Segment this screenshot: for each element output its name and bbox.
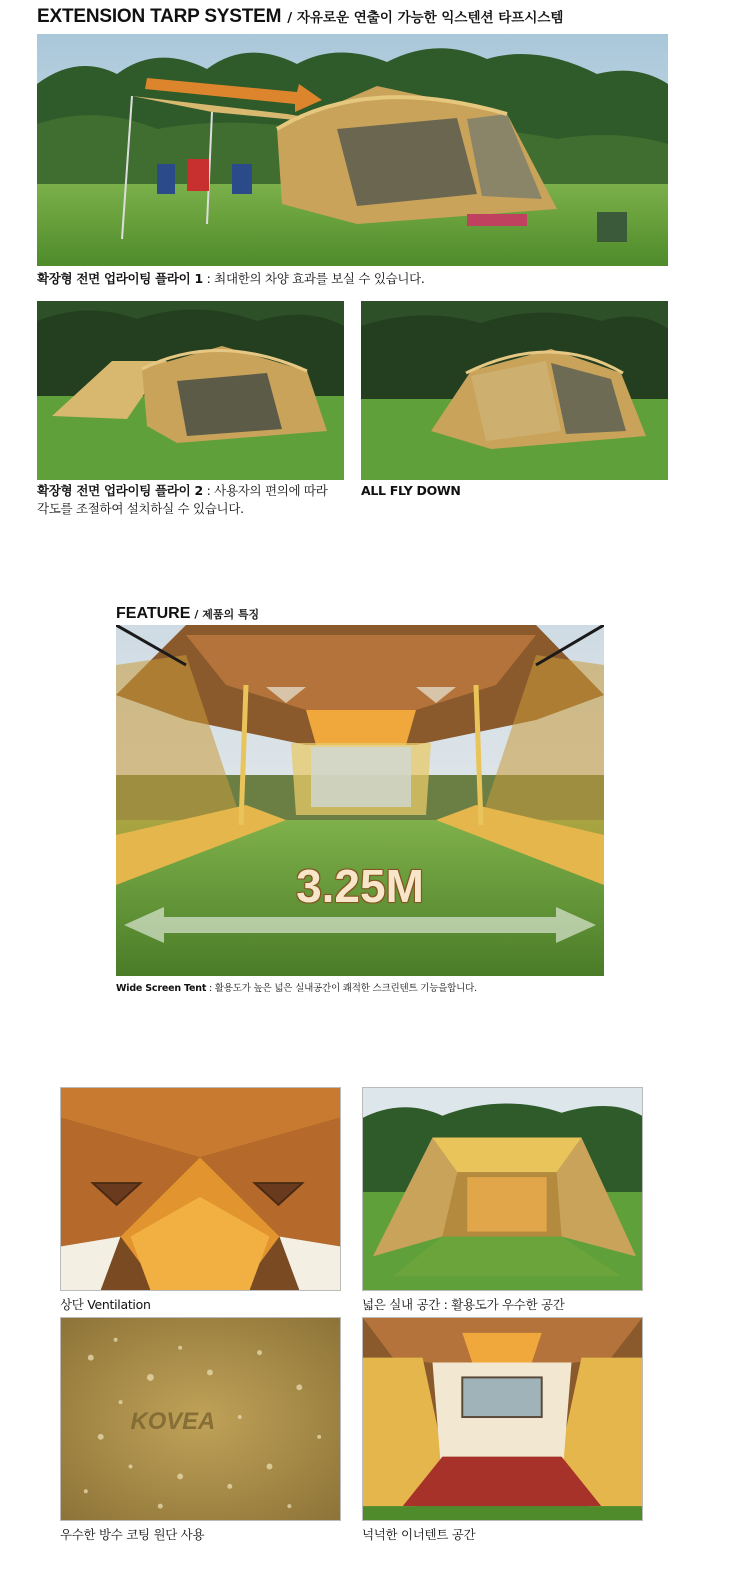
caption-inner-tent: 넉넉한 이너텐트 공간 xyxy=(362,1527,476,1542)
photo-waterproof-fabric xyxy=(60,1317,341,1521)
caption-all-fly-down xyxy=(361,482,461,500)
photo-extension-fly-2 xyxy=(37,301,344,480)
feature-header xyxy=(116,603,259,623)
photo-wide-screen-interior xyxy=(116,625,604,976)
page-subtitle: / 자유로운 연출이 가능한 익스텐션 타프시스템 xyxy=(287,10,564,26)
caption-waterproof: 우수한 방수 코팅 원단 사용 xyxy=(60,1527,205,1542)
caption-top-ventilation: 상단 Ventilation xyxy=(60,1297,151,1312)
kovea-logo-watermark: KOVEA xyxy=(130,1407,216,1435)
caption-3-bold: ALL FLY DOWN xyxy=(361,483,461,498)
caption-2-text-line2: 각도를 조절하여 설치하실 수 있습니다. xyxy=(37,501,244,516)
caption-1-bold: 확장형 전면 업라이팅 플라이 1 xyxy=(37,271,203,286)
photo-extension-tarp-camp xyxy=(37,34,668,266)
caption-wide-screen-tent xyxy=(116,980,477,994)
caption-2-text-line1: : 사용자의 편의에 따라 xyxy=(202,483,328,498)
width-label: 3.25M xyxy=(296,860,424,912)
wide-caption-text: : 활용도가 높은 넓은 실내공간이 쾌적한 스크린텐트 기능을합니다. xyxy=(206,983,477,994)
caption-extension-fly-1 xyxy=(37,270,668,288)
caption-2-bold: 확장형 전면 업라이팅 플라이 2 xyxy=(37,483,203,498)
wide-caption-bold: Wide Screen Tent xyxy=(116,983,207,994)
page-title: EXTENSION TARP SYSTEM xyxy=(37,6,282,27)
caption-extension-fly-2 xyxy=(37,482,347,518)
section-header xyxy=(37,6,677,32)
photo-wide-interior-space xyxy=(362,1087,643,1291)
feature-title: FEATURE xyxy=(116,605,191,622)
caption-1-text: : 최대한의 차양 효과를 보실 수 있습니다. xyxy=(202,271,425,286)
caption-wide-interior: 넓은 실내 공간 : 활용도가 우수한 공간 xyxy=(362,1297,565,1312)
photo-top-ventilation xyxy=(60,1087,341,1291)
feature-subtitle: / 제품의 특징 xyxy=(194,608,260,621)
photo-all-fly-down xyxy=(361,301,668,480)
photo-inner-tent-space xyxy=(362,1317,643,1521)
